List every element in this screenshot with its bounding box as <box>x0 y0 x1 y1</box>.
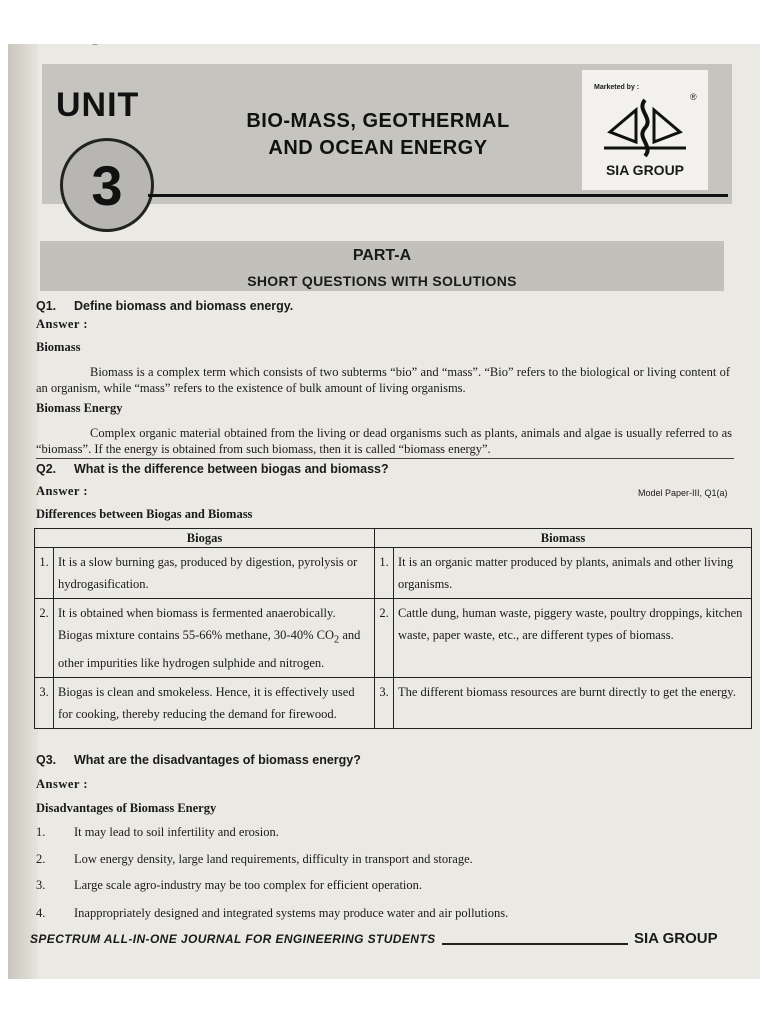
page-footer <box>30 932 750 952</box>
list-number: 2. <box>36 852 46 866</box>
section-heading: Biomass <box>36 340 81 354</box>
table-row <box>35 677 752 728</box>
unit-label: UNIT <box>56 86 140 124</box>
differences-table <box>34 528 752 729</box>
subscript: 2 <box>334 634 340 646</box>
footer-journal-title: SPECTRUM ALL-IN-ONE JOURNAL FOR ENGINEERING STUDENTS <box>30 932 436 946</box>
question-number: Q3. <box>36 753 57 767</box>
table-header-row <box>35 529 752 548</box>
answer-label: Answer : <box>36 777 89 791</box>
page-binding <box>8 44 38 979</box>
model-paper-reference: Model Paper-III, Q1(a) <box>638 488 728 498</box>
list-text: It may lead to soil infertility and erosion. <box>74 825 279 839</box>
unit-title <box>186 108 570 162</box>
table-title: Differences between Biogas and Biomass <box>36 507 253 521</box>
table-row <box>35 548 752 599</box>
column-header-biomass: Biomass <box>375 529 752 548</box>
list-number: 1. <box>36 825 46 839</box>
question-text: What is the difference between biogas and biomass? <box>74 462 389 476</box>
column-header-biogas: Biogas <box>35 529 375 548</box>
marketed-by-label: Marketed by : <box>594 84 640 91</box>
question-q3 <box>36 753 361 767</box>
footer-publisher: SIA GROUP <box>634 930 718 947</box>
biomass-cell: Cattle dung, human waste, piggery waste, poultry droppings, kitchen waste, paper waste, etc., are different types of biomass. <box>394 599 752 678</box>
question-number: Q2. <box>36 462 57 476</box>
paragraph: Complex organic material obtained from the living or dead organisms such as plants, animals and algae is usually referred to as “biomass”. If the energy is obtained from such biomass, then it is called “biomass energy”. <box>36 426 732 456</box>
biogas-cell <box>54 599 375 678</box>
answer-label: Answer : <box>36 484 89 498</box>
section-heading: Biomass Energy <box>36 401 123 415</box>
biomass-cell: The different biomass resources are burnt directly to get the energy. <box>394 677 752 728</box>
publisher-logo-box <box>582 70 708 190</box>
section-heading: Disadvantages of Biomass Energy <box>36 801 217 815</box>
row-number: 1. <box>35 548 54 599</box>
question-text: What are the disadvantages of biomass energy? <box>74 753 361 767</box>
row-number: 3. <box>35 677 54 728</box>
row-number: 1. <box>375 548 394 599</box>
list-number: 3. <box>36 878 46 892</box>
biogas-cell: Biogas is clean and smokeless. Hence, it is effectively used for cooking, thereby reducing the demand for firewood. <box>54 677 375 728</box>
table-row <box>35 599 752 678</box>
sia-logo-icon <box>600 96 690 158</box>
answer-label: Answer : <box>36 317 89 331</box>
biomass-cell: It is an organic matter produced by plants, animals and other living organisms. <box>394 548 752 599</box>
biogas-cell: It is a slow burning gas, produced by digestion, pyrolysis or hydrogasification. <box>54 548 375 599</box>
list-number: 4. <box>36 906 46 920</box>
list-text: Inappropriately designed and integrated systems may produce water and air pollutions. <box>74 906 509 920</box>
unit-number-badge <box>60 138 154 232</box>
row-number: 2. <box>35 599 54 678</box>
question-q1 <box>36 299 293 313</box>
logo-name: SIA GROUP <box>605 162 685 178</box>
row-number: 3. <box>375 677 394 728</box>
bleed-through-text: ~ <box>92 40 98 51</box>
footer-rule <box>442 943 628 945</box>
question-number: Q1. <box>36 299 57 313</box>
textbook-page <box>8 40 760 979</box>
unit-number: 3 <box>91 153 123 217</box>
question-q2 <box>36 462 389 476</box>
unit-title-line2: AND OCEAN ENERGY <box>268 137 488 159</box>
list-text: Large scale agro-industry may be too complex for efficient operation. <box>74 878 423 892</box>
list-text: Low energy density, large land requirements, difficulty in transport and storage. <box>74 852 473 866</box>
unit-title-line1: BIO-MASS, GEOTHERMAL <box>246 110 510 132</box>
part-subtitle: SHORT QUESTIONS WITH SOLUTIONS <box>247 273 517 289</box>
question-text: Define biomass and biomass energy. <box>74 299 294 313</box>
header-rule <box>148 194 728 197</box>
biogas-text: It is obtained when biomass is fermented anaerobically. Biogas mixture contains 55-66% methane, 30-40% CO <box>58 606 336 642</box>
paragraph: Biomass is a complex term which consists of two subterms “bio” and “mass”. “Bio” refers to the biological or living content of an organism, while “mass” refers to the existence of bulk amount of living organisms. <box>36 365 730 395</box>
registered-mark: ® <box>690 92 697 102</box>
biogas-text: and other impurities like hydrogen sulphide and nitrogen. <box>58 628 361 670</box>
row-number: 2. <box>375 599 394 678</box>
divider <box>36 458 734 459</box>
part-title: PART-A <box>352 247 412 264</box>
